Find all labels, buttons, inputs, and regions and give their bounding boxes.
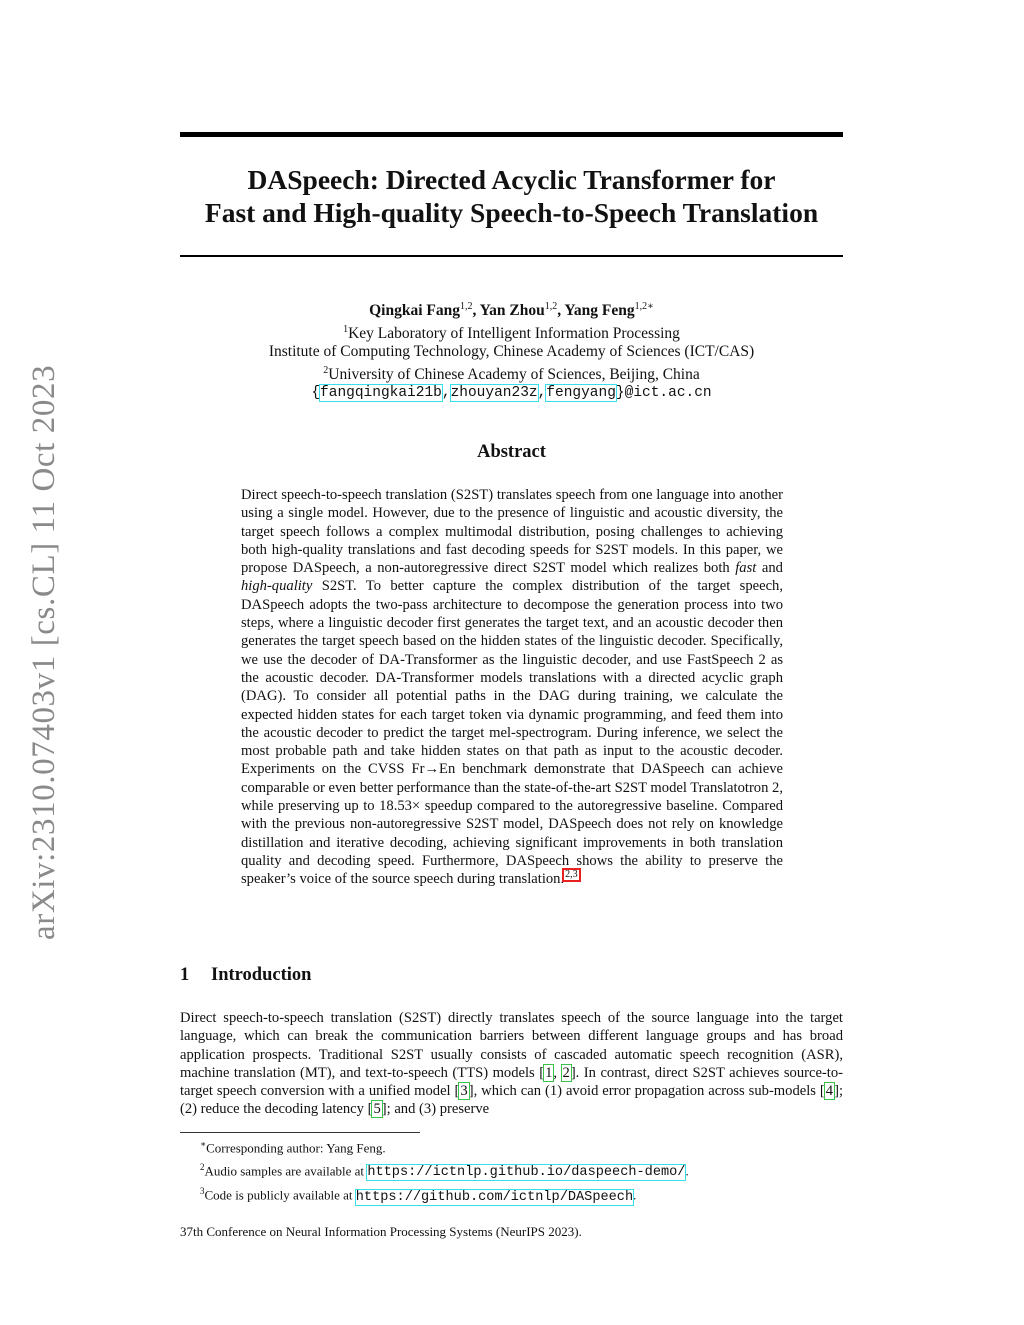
author-names: Qingkai Fang$^{1,2}$, Yan Zhou$^{1,2}$, Yang Feng$^{1,2∗}$ bbox=[369, 301, 654, 320]
citation-link-2[interactable]: 2 bbox=[562, 1064, 570, 1081]
affiliation-1b: Institute of Computing Technology, Chinese Academy of Sciences (ICT/CAS) bbox=[268, 343, 755, 361]
paper-title bbox=[180, 163, 843, 229]
affiliation-1: $^1$Key Laboratory of Intelligent Information Processing bbox=[343, 323, 680, 342]
footnote-divider bbox=[180, 1132, 420, 1133]
title-line-2: Fast and High-quality Speech-to-Speech Translation bbox=[204, 197, 819, 228]
title-rule-top bbox=[180, 132, 843, 137]
citation-link-4[interactable]: 4 bbox=[825, 1083, 834, 1100]
author-emails: {fangqingkai21b,zhouyan23z,fengyang}@ict.ac.cn bbox=[311, 385, 712, 402]
title-rule-bottom bbox=[180, 255, 843, 257]
footnote-link-2-3[interactable]: 2,3 bbox=[565, 869, 578, 881]
conference-venue: 37th Conference on Neural Information Processing Systems (NeurIPS 2023). bbox=[180, 1224, 582, 1239]
footnote-3: $^3$Code is publicly available at https://github.com/ictnlp/DASpeech. bbox=[200, 1186, 637, 1205]
author-2: Yan Zhou bbox=[479, 302, 545, 320]
author-1: Qingkai Fang bbox=[369, 302, 460, 320]
introduction-body: Direct speech-to-speech translation (S2ST) directly translates speech of the source language into the target language, which can break the communication barriers between different language groups and has broad application prospects. Traditional S2ST usually consists of cascaded automatic speech recognition (ASR), machine translation (MT), and text-to-speech (TTS) models [1, 2]. In contrast, direct S2ST achieves source-to-target speech conversion with a unified model [3], which can (1) avoid error propagation across sub-models [4]; (2) reduce the decoding latency [5]; and (3) preserve bbox=[180, 1010, 844, 1118]
arxiv-identifier: arXiv:2310.07403v1 [cs.CL] 11 Oct 2023 bbox=[26, 364, 62, 940]
footnote-1: ∗Corresponding author: Yang Feng. bbox=[200, 1139, 386, 1156]
email-link-1[interactable]: fangqingkai21b bbox=[320, 385, 442, 402]
citation-link-5[interactable]: 5 bbox=[373, 1101, 381, 1118]
email-link-3[interactable]: fengyang bbox=[546, 385, 616, 402]
title-line-1: DASpeech: Directed Acyclic Transformer for bbox=[247, 164, 776, 195]
abstract-body: Direct speech-to-speech translation (S2ST) translates speech from one language into another using a single model. However, due to the presence of linguistic and acoustic diversity, the target speech follows a complex multimodal distribution, posing challenges to achieving both high-quality translations and fast decoding speeds for S2ST models. In this paper, we propose DASpeech, a non-autoregressive direct S2ST model which realizes both fast and high-quality S2ST. To better capture the complex distribution of the target speech, DASpeech adopts the two-pass architecture to decompose the generation process into two steps, where a linguistic decoder first generates the target text, and an acoustic decoder then generates the target speech based on the hidden states of the linguistic decoder. Specifically, we use the decoder of DA-Transformer as the linguistic decoder, and use FastSpeech 2 as the acoustic decoder. DA-Transformer models translations with a directed acyclic graph (DAG). To consider all potential paths in the DAG during training, we calculate the expected hidden states for each target token via dynamic programming, and feed them into the acoustic decoder to predict the target mel-spectrogram. During inference, we select the most probable path and take hidden states on that path as input to the acoustic decoder. Experiments on the CVSS Fr→En benchmark demonstrate that DASpeech can achieve comparable or even better performance than the state-of-the-art S2ST model Translatotron 2, while preserving up to 18.53× speedup compared to the autoregressive baseline. Compared with the previous non-autoregressive S2ST model, DASpeech does not rely on knowledge distillation and iterative decoding, achieving significant improvements in both translation quality and decoding speed. Furthermore, DASpeech shows the ability to preserve the speaker’s voice of the source speech during translation.2,3 bbox=[241, 487, 783, 888]
code-url-link[interactable]: https://github.com/ictnlp/DASpeech bbox=[355, 1189, 634, 1205]
footnote-2: $^2$Audio samples are available at https://ictnlp.github.io/daspeech-demo/. bbox=[200, 1161, 689, 1181]
author-block bbox=[180, 298, 843, 403]
email-link-2[interactable]: zhouyan23z bbox=[450, 385, 538, 402]
citation-link-1[interactable]: 1 bbox=[545, 1064, 553, 1081]
demo-url-link[interactable]: https://ictnlp.github.io/daspeech-demo/ bbox=[367, 1165, 686, 1181]
abstract-heading: Abstract bbox=[477, 442, 546, 462]
affiliation-2: $^2$University of Chinese Academy of Sciences, Beijing, China bbox=[323, 364, 700, 383]
section-heading-introduction: 1 Introduction bbox=[180, 965, 312, 985]
footnotes bbox=[180, 1135, 843, 1207]
citation-link-3[interactable]: 3 bbox=[460, 1083, 468, 1100]
author-3: Yang Feng bbox=[564, 302, 635, 320]
